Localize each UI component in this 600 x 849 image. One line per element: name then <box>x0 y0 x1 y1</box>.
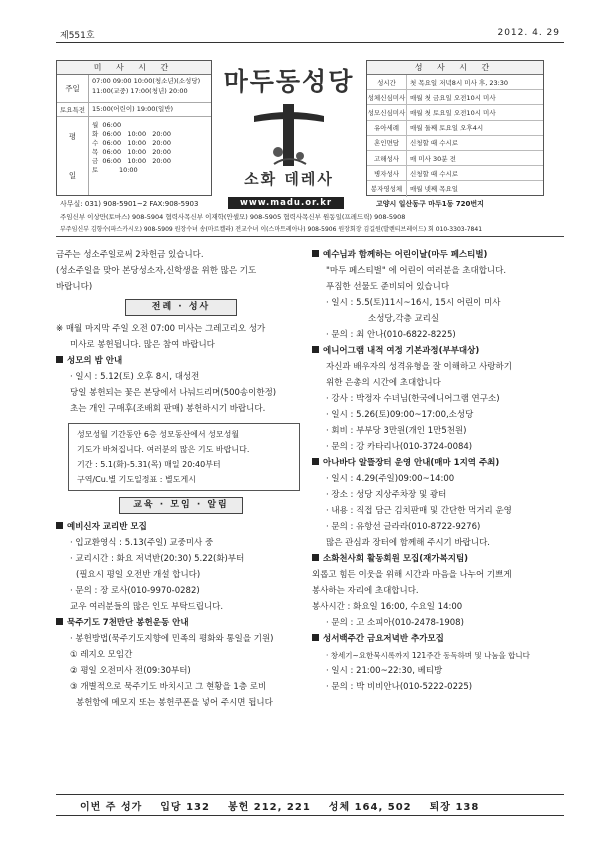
rosary-line-2: ① 레지오 모임간 <box>70 650 133 660</box>
section-liturgy-header: 전례 · 성사 <box>125 299 237 316</box>
sacrament-label: 혼인면담 <box>367 136 407 150</box>
sacrament-value: 매월 넷째 목요일 <box>410 185 459 194</box>
staff-divider <box>56 236 564 237</box>
marian-month-line-2: 기도가 바쳐집니다. 여러분의 많은 기도 바랍니다. <box>77 445 250 454</box>
catechumen-line-2: · 교리시간 : 화요 저녁반(20:30) 5.22(화)부터 <box>70 554 245 564</box>
marian-night-date: · 일시 : 5.12(토) 오후 8시, 대성전 <box>70 372 200 382</box>
parish-address: 고양시 일산동구 마두1동 720번지 <box>376 200 484 208</box>
bible-study-line-2: · 일시 : 21:00~22:30, 베티방 <box>326 666 443 676</box>
sacrament-row <box>367 121 543 136</box>
volunteer-title-text: 소화천사회 활동회원 모집(재가복지팀) <box>323 554 469 564</box>
volunteer-title <box>312 552 548 567</box>
square-bullet-icon <box>312 250 319 257</box>
enneagram-line-4: · 일시 : 5.26(토)09:00~17:00,소성당 <box>326 410 474 420</box>
rosary-title <box>56 616 306 631</box>
flea-market-title-text: 아나바다 알뜰장터 운영 안내(매마 1지역 주최) <box>323 458 500 468</box>
sacrament-label: 봉자영성체 <box>367 181 407 196</box>
intro-line-1: 금주는 성소주일로써 2차헌금 있습니다. <box>56 250 204 260</box>
sacrament-value: 첫 목요일 저녁8시 미사 후, 23:30 <box>410 78 509 87</box>
childrens-day-line-5: · 문의 : 최 안나(010-6822-8225) <box>326 330 456 340</box>
bible-study-title <box>312 632 548 647</box>
staff-line-1: 주임신부 이상만(토마스) 908-5904 협력사목신부 이재학(안셀모) 908-5905 협력사목신부 원동일(프레드릭) 908-5908 <box>60 213 406 221</box>
left-column <box>56 248 306 712</box>
square-bullet-icon <box>56 522 63 529</box>
sacrament-value: 매 미사 30분 전 <box>410 154 456 163</box>
catechumen-line-1: · 입교환영식 : 5.13(주일) 교중미사 중 <box>70 538 214 548</box>
cross-icon <box>214 102 364 168</box>
weekday-saturday: 토 10:00 <box>92 166 138 174</box>
enneagram-title-text: 에니어그램 내적 여정 기본과정(부부대상) <box>323 346 480 356</box>
sacrament-label: 성체신심미사 <box>367 90 407 104</box>
square-bullet-icon <box>312 554 319 561</box>
marian-night-desc-1: 당일 봉헌되는 꽃은 본당에서 나눠드리며(500송이한정) <box>70 388 277 398</box>
square-bullet-icon <box>312 346 319 353</box>
weekday-monday: 월 06:00 <box>92 121 122 129</box>
marian-month-line-4: 구역/Cu.별 기도일정표 : 별도게시 <box>77 475 196 484</box>
enneagram-line-2: 위한 은총의 시간에 초대합니다 <box>326 378 441 388</box>
square-bullet-icon <box>312 458 319 465</box>
sacrament-label: 고해성사 <box>367 151 407 165</box>
catechumen-title <box>56 520 306 535</box>
enneagram-line-6: · 문의 : 강 카타리나(010-3724-0084) <box>326 442 473 452</box>
childrens-day-line-2: 푸짐한 선물도 준비되어 있습니다 <box>326 282 450 292</box>
volunteer-line-3: 봉사시간 : 화요일 16:00, 수요일 14:00 <box>312 602 463 612</box>
childrens-day-title-text: 예수님과 함께하는 어린이날(마두 페스티벌) <box>323 250 488 260</box>
weekday-tuesday: 화 06:00 10:00 20:00 <box>92 130 172 138</box>
weekday-row <box>57 117 211 195</box>
sunday-times <box>89 75 211 102</box>
saturday-times: 15:00(어린이) 19:00(일반) <box>92 105 174 113</box>
office-contact: 사무실: 031) 908-5901~2 FAX:908-5903 <box>60 200 199 208</box>
marian-month-line-1: 성모성월 기간동안 6층 성모동산에서 성모성월 <box>77 430 240 439</box>
sacrament-label: 성시간 <box>367 75 407 89</box>
parish-name: 마두동성당 <box>223 67 355 96</box>
mass-times-box <box>56 60 212 196</box>
weekday-times <box>89 117 211 195</box>
catechumen-line-4: · 문의 : 장 로사(010-9970-0282) <box>70 586 200 596</box>
sacrament-label: 병자성사 <box>367 166 407 180</box>
right-column <box>312 248 548 696</box>
sacrament-row <box>367 105 543 120</box>
issue-date: 2012. 4. 29 <box>497 28 560 38</box>
sunday-label: 주일 <box>57 75 89 102</box>
volunteer-line-4: · 문의 : 고 소피아(010-2478-1908) <box>326 618 464 628</box>
childrens-day-line-4: 소성당,각층 교리실 <box>368 314 440 324</box>
childrens-day-line-1: "마두 페스티벌" 에 어린이 여러분을 초대합니다. <box>326 266 507 276</box>
weekday-thursday: 목 06:00 10:00 20:00 <box>92 148 172 156</box>
sacrament-value: 신청할 때 수시로 <box>410 139 459 148</box>
parish-logo <box>214 62 364 196</box>
weekly-hymns-bar <box>56 794 564 816</box>
weekday-label-2: 일 <box>68 171 77 180</box>
childrens-day-line-3: · 일시 : 5.5(토)11시~16시, 15시 어린이 미사 <box>326 298 501 308</box>
website-url[interactable]: www.madu.or.kr <box>228 197 344 209</box>
sacrament-row <box>367 166 543 181</box>
sacrament-row <box>367 181 543 196</box>
enneagram-line-5: · 회비 : 부부당 3만원(개인 1만5천원) <box>326 426 467 436</box>
parish-patron: 소화 데레사 <box>244 170 334 188</box>
sunday-times-line-2: 11:00(교중) 17:00(청년) 20:00 <box>92 87 188 95</box>
sacrament-value: 신청할 때 수시로 <box>410 169 459 178</box>
sacrament-label: 유아세례 <box>367 121 407 135</box>
square-bullet-icon <box>56 356 63 363</box>
square-bullet-icon <box>56 618 63 625</box>
rosary-line-5: 봉헌함에 메모지 또는 봉헌쿠폰을 넣어 주시면 됩니다 <box>76 698 273 708</box>
issue-number: 제551호 <box>60 31 95 41</box>
gregorian-notice-1: ※ 매월 마지막 주일 오전 07:00 미사는 그레고리오 성가 <box>56 324 266 334</box>
staff-line-2: 부주임신부 김항수(파스카시오) 908-5909 원장수녀 송(마르켈라) 전교수녀 이(스마트레아나) 908-5906 원장회장 김길원(발렌티브레이드) 회 010-3303-7841 <box>60 226 483 233</box>
sacrament-value: 매월 첫 금요일 오전10시 미사 <box>410 93 496 102</box>
hymn-recessional: 퇴장 138 <box>429 801 480 813</box>
bible-study-line-1: · 창세기~요한묵시록까지 121주간 동독하며 및 나눔을 합니다 <box>326 651 530 660</box>
hymn-communion: 성체 164, 502 <box>328 801 412 813</box>
weekday-friday: 금 06:00 10:00 20:00 <box>92 157 172 165</box>
sacrament-value: 매월 둘째 토요일 오후4시 <box>410 124 484 133</box>
sacrament-label: 성모신심미사 <box>367 105 407 119</box>
volunteer-line-2: 봉사하는 자리에 초대합니다. <box>312 586 419 596</box>
top-divider <box>56 42 564 43</box>
hymns-label: 이번 주 성가 <box>80 801 143 813</box>
sacrament-row <box>367 136 543 151</box>
enneagram-line-1: 자신과 배우자의 성격유형을 잘 이해하고 사랑하기 <box>326 362 512 372</box>
marian-night-title <box>56 354 306 369</box>
weekday-label <box>57 117 89 195</box>
weekday-label-1: 평 <box>68 132 77 141</box>
rosary-title-text: 묵주기도 7천만단 봉헌운동 안내 <box>67 618 189 628</box>
section-education-header: 교육 · 모임 · 알림 <box>119 497 243 514</box>
sacrament-times-title: 성 사 시 간 <box>367 61 543 75</box>
catechumen-line-3: (필요시 평일 오전반 개설 합니다) <box>76 570 201 580</box>
flea-market-line-5: 많은 관심과 장터에 함께해 주시기 바랍니다. <box>326 538 491 548</box>
square-bullet-icon <box>312 634 319 641</box>
intro-line-3: 바랍니다) <box>56 282 93 292</box>
childrens-day-title <box>312 248 548 263</box>
enneagram-line-3: · 강사 : 박정자 수녀님(한국에니어그램 연구소) <box>326 394 500 404</box>
rosary-line-4: ③ 개별적으로 묵주기도 바치시고 그 현황을 1층 로비 <box>70 682 267 692</box>
intro-line-2: (성소주일을 맞아 본당성소자,신학생을 위한 많은 기도 <box>56 266 257 276</box>
sacrament-times-box <box>366 60 544 196</box>
flea-market-line-3: · 내용 : 직접 담근 김치판매 및 간단한 먹거리 운영 <box>326 506 512 516</box>
hymn-offertory: 봉헌 212, 221 <box>227 801 311 813</box>
sacrament-value: 매월 첫 토요일 오전10시 미사 <box>410 108 496 117</box>
sunday-times-line-1: 07:00 09:00 10:00(청소년)(소성당) <box>92 77 201 85</box>
flea-market-line-2: · 장소 : 성당 지상주차장 및 광터 <box>326 490 447 500</box>
sacrament-row <box>367 90 543 105</box>
bible-study-title-text: 성서백주간 금요저녁반 추가모집 <box>323 634 444 644</box>
rosary-line-1: · 봉헌방법(묵주기도지향에 민족의 평화와 통일을 기원) <box>70 634 274 644</box>
marian-night-title-text: 성모의 밤 안내 <box>67 356 123 366</box>
cross-emblem <box>214 102 364 168</box>
catechumen-line-5: 교우 여러분들의 많은 인도 부탁드립니다. <box>70 602 224 612</box>
flea-market-line-4: · 문의 : 유항선 글라라(010-8722-9276) <box>326 522 481 532</box>
marian-month-notice-box <box>68 423 300 491</box>
marian-night-desc-2: 초는 개인 구매후(조배회 판매) 봉헌하시기 바랍니다. <box>70 404 266 414</box>
sunday-row <box>57 75 211 103</box>
saturday-row <box>57 103 211 117</box>
catechumen-title-text: 예비신자 교리반 모집 <box>67 522 147 532</box>
sacrament-row <box>367 75 543 90</box>
gregorian-notice-2: 미사로 봉헌됩니다. 많은 참여 바랍니다 <box>70 340 215 350</box>
marian-month-line-3: 기간 : 5.1(화)-5.31(목) 매일 20:40부터 <box>77 460 221 469</box>
saturday-label: 토요특전 <box>57 103 89 116</box>
bible-study-line-3: · 문의 : 박 비비안나(010-5222-0225) <box>326 682 473 692</box>
mass-times-title: 미 사 시 간 <box>57 61 211 75</box>
weekday-wednesday: 수 06:00 10:00 20:00 <box>92 139 172 147</box>
hymn-entrance: 입당 132 <box>160 801 210 813</box>
volunteer-line-1: 외롭고 힘든 이웃을 위해 시간과 마음을 나누어 기쁘게 <box>312 570 512 580</box>
flea-market-title <box>312 456 548 471</box>
enneagram-title <box>312 344 548 359</box>
rosary-line-3: ② 평일 오전미사 전(09:30부터) <box>70 666 191 676</box>
sacrament-row <box>367 151 543 166</box>
flea-market-line-1: · 일시 : 4.29(주일)09:00~14:00 <box>326 474 455 484</box>
